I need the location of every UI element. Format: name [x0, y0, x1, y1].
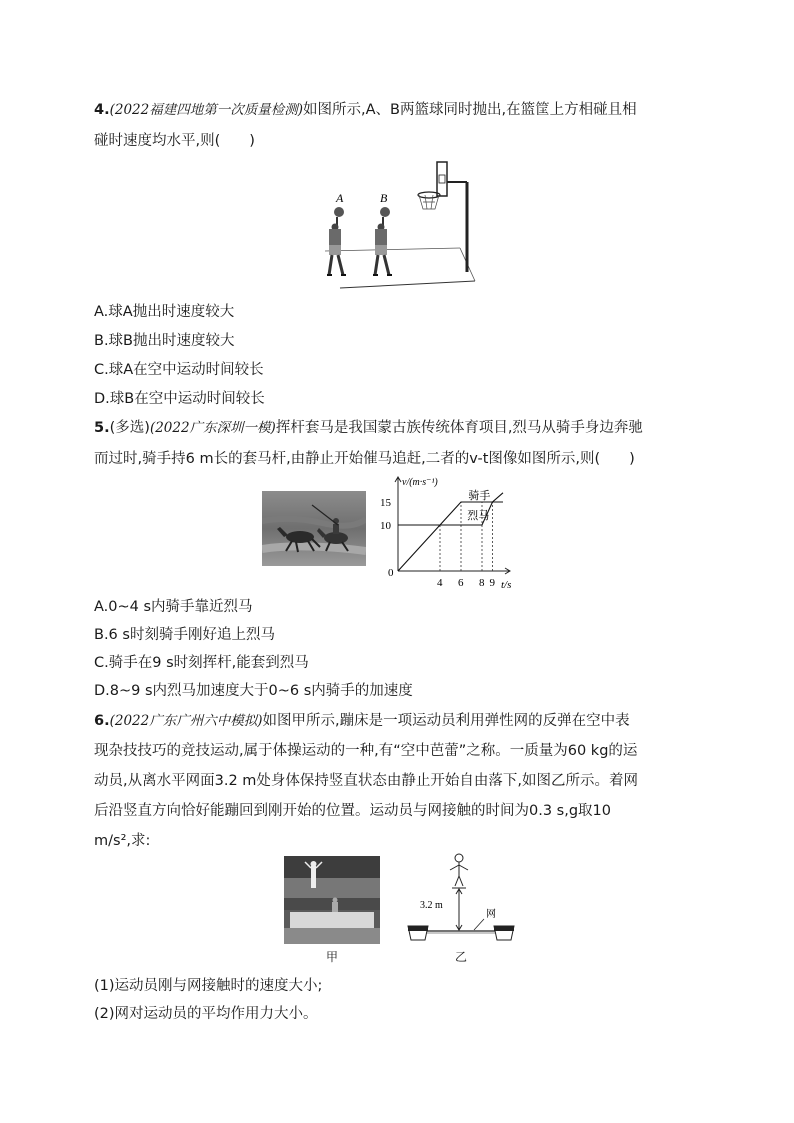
x-tick-6: 6	[458, 577, 464, 589]
height-label: 3.2 m	[420, 900, 443, 911]
q4-stem-text: 如图所示,A、B两篮球同时抛出,在篮筐上方相碰且相	[303, 102, 637, 118]
q6-stem-line1	[94, 711, 630, 731]
q5-source: (2022广东深圳一模)	[149, 420, 276, 436]
q6-sub-question-1: (1)运动员刚与网接触时的速度大小;	[94, 978, 323, 994]
q5-option-d: D.8~9 s内烈马加速度大于0~6 s内骑手的加速度	[94, 683, 413, 699]
q5-stem-line2: 而过时,骑手持6 m长的套马杆,由静止开始催马追赶,二者的v-t图像如图所示,则( )	[94, 451, 635, 467]
q4-option-c: C.球A在空中运动时间较长	[94, 362, 264, 378]
label-a: A	[336, 191, 344, 205]
backboard	[437, 162, 447, 196]
y-tick-0: 0	[388, 567, 394, 579]
caption-yi: 乙	[455, 950, 468, 964]
x-tick-8: 8	[479, 577, 485, 589]
caption-jia: 甲	[326, 950, 339, 964]
q6-stem-line5: m/s²,求:	[94, 833, 151, 849]
x-tick-4: 4	[437, 577, 443, 589]
q5-stem-text: 挥杆套马是我国蒙古族传统体育项目,烈马从骑手身边奔驰	[275, 420, 643, 436]
label-b: B	[380, 191, 388, 205]
q4-basketball-figure	[315, 157, 485, 292]
y-tick-15: 15	[380, 497, 391, 509]
q6-stem-line3: 动员,从离水平网面3.2 m处身体保持竖直状态由静止开始自由落下,如图乙所示。着网	[94, 773, 639, 789]
q6-stem-text: 如图甲所示,蹦床是一项运动员利用弹性网的反弹在空中表	[262, 713, 630, 729]
q4-number: 4.	[94, 102, 110, 118]
x-tick-9: 9	[489, 577, 495, 589]
q5-tag: (多选)	[109, 420, 150, 436]
vt-chart	[368, 472, 538, 590]
q6-stem-line4: 后沿竖直方向恰好能蹦回到刚开始的位置。运动员与网接触的时间为0.3 s,g取10	[94, 803, 611, 819]
q4-source: (2022福建四地第一次质量检测)	[109, 102, 303, 118]
athlete	[311, 866, 316, 888]
q6-sub-question-2: (2)网对运动员的平均作用力大小。	[94, 1006, 318, 1022]
q5-stem-line1	[94, 418, 643, 438]
net-label: 网	[486, 909, 496, 920]
y-tick-10: 10	[380, 520, 391, 532]
q4-option-d: D.球B在空中运动时间较长	[94, 391, 265, 407]
trampoline-bed	[290, 912, 374, 928]
q5-option-b: B.6 s时刻骑手刚好追上烈马	[94, 627, 275, 643]
horse-photo	[262, 491, 366, 566]
q6-source: (2022广东广州六中模拟)	[109, 713, 263, 729]
trampoline-photo	[284, 856, 380, 944]
q4-option-a: A.球A抛出时速度较大	[94, 304, 235, 320]
stick-figure	[450, 854, 468, 886]
q6-number: 6.	[94, 713, 110, 729]
q5-option-a: A.0~4 s内骑手靠近烈马	[94, 599, 253, 615]
y-axis-label: v/(m·s⁻¹)	[402, 477, 438, 488]
wild-horse	[286, 531, 314, 543]
q4-stem-line2: 碰时速度均水平,则( )	[94, 133, 255, 149]
legend-rider: 骑手	[468, 490, 491, 502]
q4-option-b: B.球B抛出时速度较大	[94, 333, 235, 349]
player-b	[373, 207, 392, 275]
q6-stem-line2: 现杂技技巧的竞技运动,属于体操运动的一种,有“空中芭蕾”之称。一质量为60 kg的运	[94, 743, 638, 759]
legend-horse: 烈马	[467, 510, 490, 522]
trampoline-diagram	[402, 852, 520, 950]
q4-stem-line1	[94, 100, 637, 120]
q5-option-c: C.骑手在9 s时刻挥杆,能套到烈马	[94, 655, 309, 671]
player-a	[327, 207, 346, 275]
q5-number: 5.	[94, 420, 110, 436]
rider	[333, 524, 339, 534]
x-axis-label: t/s	[501, 579, 512, 590]
